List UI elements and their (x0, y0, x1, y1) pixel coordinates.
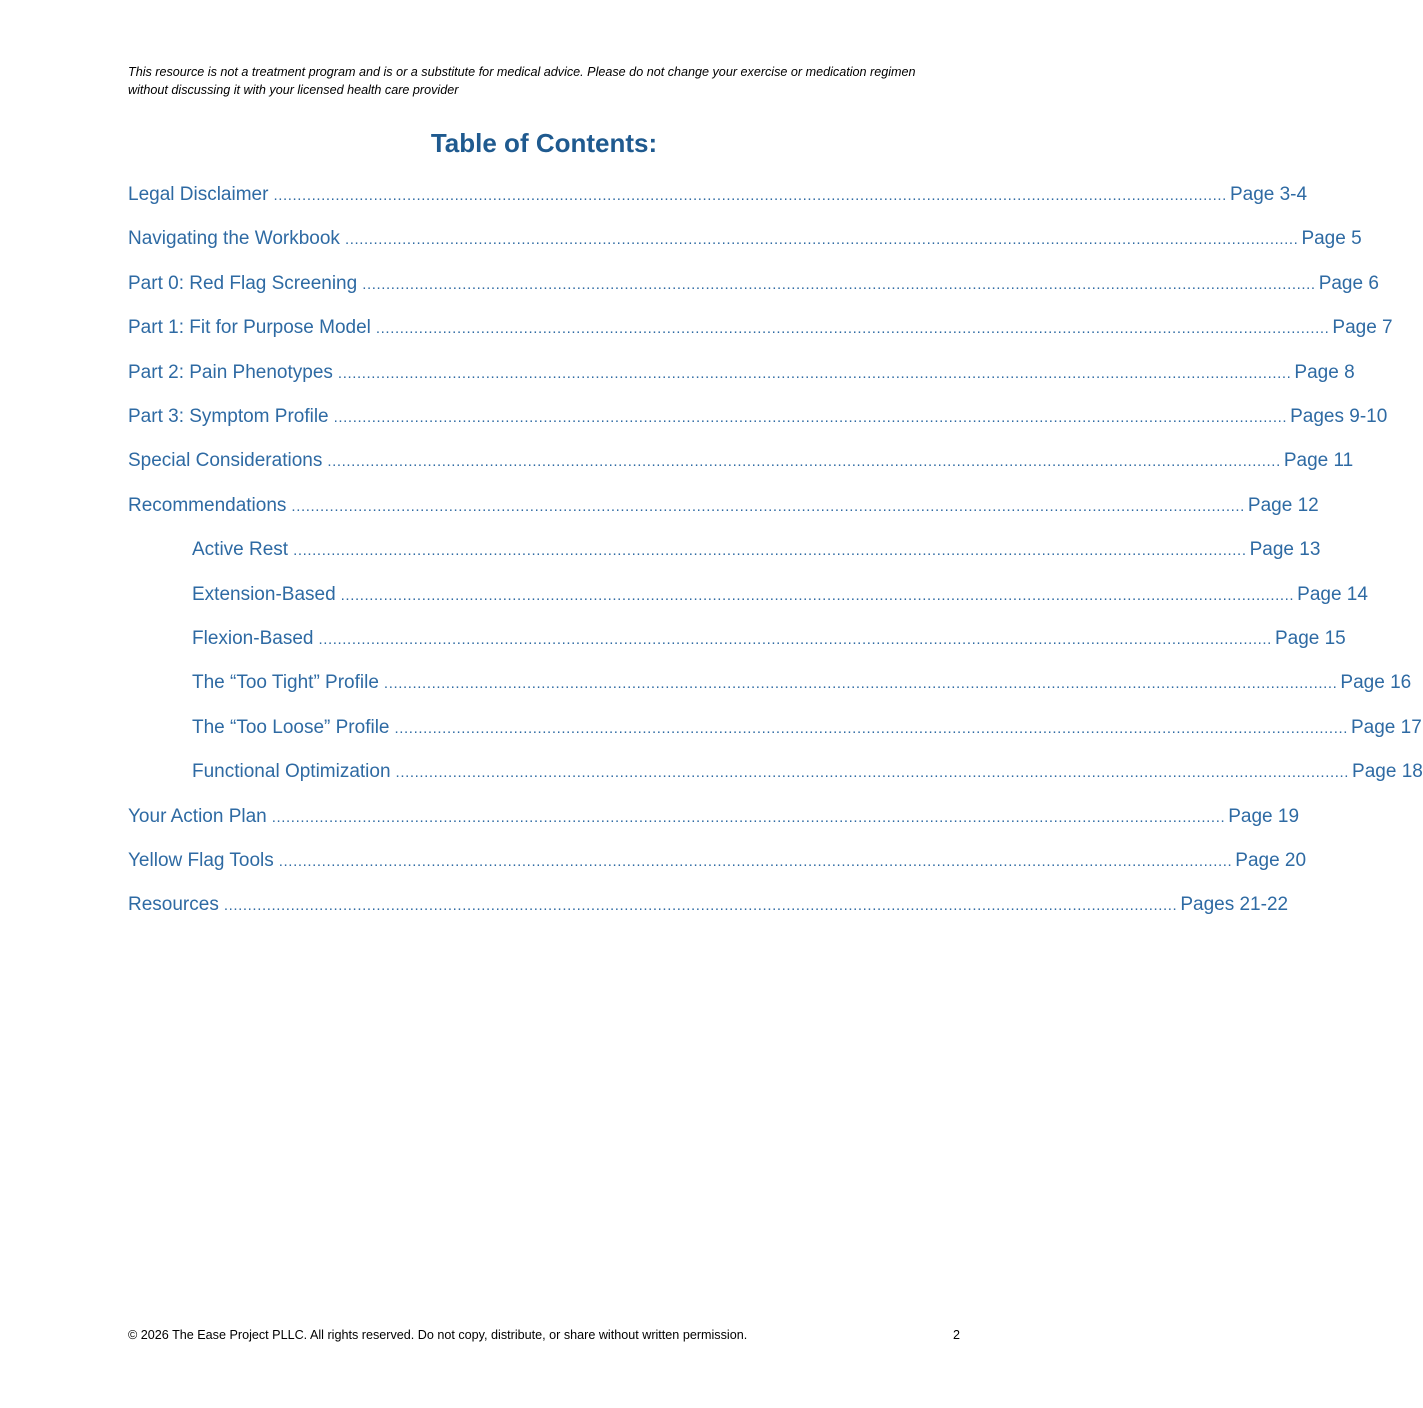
toc-entry-page: Page 20 (1235, 850, 1307, 871)
toc-entry-part-2[interactable] (128, 360, 1355, 386)
toc-entry-your-action-plan[interactable] (128, 804, 1300, 830)
dot-leader: ........................................................................................................................................................................................................ (383, 675, 1338, 693)
toc-entry-label: Part 2: Pain Phenotypes (128, 361, 333, 383)
toc-entry-page: Page 13 (1249, 539, 1321, 561)
dot-leader: ........................................................................................................................................................................................................ (273, 187, 1227, 204)
dot-leader: ........................................................................................................................................................................................................ (271, 808, 1226, 826)
toc-entry-label: Active Rest (192, 539, 289, 561)
toc-entry-page: Page 5 (1301, 228, 1362, 250)
toc-entry-label: Yellow Flag Tools (128, 850, 274, 871)
toc-entry-navigating-the-workbook[interactable] (128, 226, 1362, 252)
toc-entry-recommendations[interactable] (128, 493, 1319, 519)
toc-entry-page: Page 17 (1351, 716, 1422, 738)
toc-entry-label: Extension-Based (192, 583, 336, 605)
toc-entry-label: Part 3: Symptom Profile (128, 406, 329, 427)
toc-entry-label: The “Too Loose” Profile (192, 716, 390, 738)
dot-leader: ........................................................................................................................................................................................................ (362, 275, 1316, 293)
footer (128, 1326, 960, 1344)
toc-entry-page: Page 18 (1352, 761, 1423, 783)
toc-entry-page: Page 11 (1283, 450, 1354, 472)
toc-entry-page: Page 19 (1228, 805, 1300, 827)
page-title: Table of Contents: (430, 128, 658, 158)
toc-entry-special-considerations[interactable] (128, 448, 1354, 474)
dot-leader: ........................................................................................................................................................................................................ (340, 586, 1295, 604)
toc-entry-page: Page 15 (1274, 628, 1346, 649)
toc-entry-label: Legal Disclaimer (128, 184, 269, 205)
toc-entry-page: Pages 21-22 (1180, 894, 1289, 916)
dot-leader: ........................................................................................................................................................................................................ (395, 764, 1350, 782)
dot-leader: ........................................................................................................................................................................................................ (344, 231, 1299, 249)
dot-leader: ........................................................................................................................................................................................................ (375, 320, 1330, 338)
toc-entry-label: Your Action Plan (128, 805, 267, 827)
dot-leader: ........................................................................................................................................................................................................ (394, 719, 1348, 737)
toc-entry-active-rest[interactable] (192, 537, 1321, 563)
toc-entry-page: Pages 9-10 (1290, 406, 1388, 427)
dot-leader: ........................................................................................................................................................................................................ (337, 364, 1292, 382)
toc-entry-label: Resources (128, 894, 219, 916)
toc-entry-label: Recommendations (128, 494, 287, 516)
toc-entry-label: Special Considerations (128, 450, 323, 472)
dot-leader: ........................................................................................................................................................................................................ (223, 897, 1178, 915)
toc-entry-too-loose-profile[interactable] (192, 715, 1422, 741)
dot-leader: ........................................................................................................................................................................................................ (291, 497, 1245, 515)
toc-entry-part-0[interactable] (128, 271, 1379, 297)
toc-entry-extension-based[interactable] (192, 582, 1368, 608)
dot-leader: ........................................................................................................................................................................................................ (333, 409, 1288, 426)
toc-entry-label: Part 0: Red Flag Screening (128, 272, 358, 294)
toc-entry-page: Page 12 (1247, 494, 1319, 516)
toc-entry-label: Functional Optimization (192, 761, 391, 783)
toc-entry-page: Page 8 (1294, 361, 1355, 383)
toc-entry-page: Page 3-4 (1229, 184, 1308, 205)
toc-entry-label: Part 1: Fit for Purpose Model (128, 317, 371, 339)
toc-entry-functional-optimization[interactable] (192, 759, 1423, 785)
dot-leader: ........................................................................................................................................................................................................ (278, 853, 1233, 870)
toc-entry-label: The “Too Tight” Profile (192, 672, 379, 694)
dot-leader: ........................................................................................................................................................................................................ (293, 542, 1247, 560)
toc-entry-resources[interactable] (128, 892, 1289, 918)
toc-entry-page: Page 16 (1340, 672, 1412, 694)
disclaimer-text: This resource is not a treatment program and is or a substitute for medical advice. Please do not change your exercise or medication regimen without discussing it with your licensed health care provider (128, 65, 916, 97)
toc-entry-label: Navigating the Workbook (128, 228, 340, 250)
copyright-text: © 2026 The Ease Project PLLC. All rights reserved. Do not copy, distribute, or share without written permission. (128, 1328, 748, 1342)
toc-entry-label: Flexion-Based (192, 628, 314, 649)
toc-entry-page: Page 6 (1318, 272, 1379, 294)
toc-entry-yellow-flag-tools[interactable] (128, 848, 1307, 874)
toc-entry-part-3[interactable] (128, 404, 1388, 430)
toc-entry-page: Page 7 (1332, 317, 1393, 339)
toc-entry-too-tight-profile[interactable] (192, 670, 1412, 696)
toc-entry-part-1[interactable] (128, 315, 1393, 341)
toc-entry-page: Page 14 (1297, 583, 1368, 605)
toc-entry-legal-disclaimer[interactable] (128, 182, 1308, 208)
dot-leader: ........................................................................................................................................................................................................ (318, 631, 1272, 648)
dot-leader: ........................................................................................................................................................................................................ (327, 453, 1281, 471)
page-number: 2 (952, 1328, 960, 1342)
toc-entry-flexion-based[interactable] (192, 626, 1346, 652)
